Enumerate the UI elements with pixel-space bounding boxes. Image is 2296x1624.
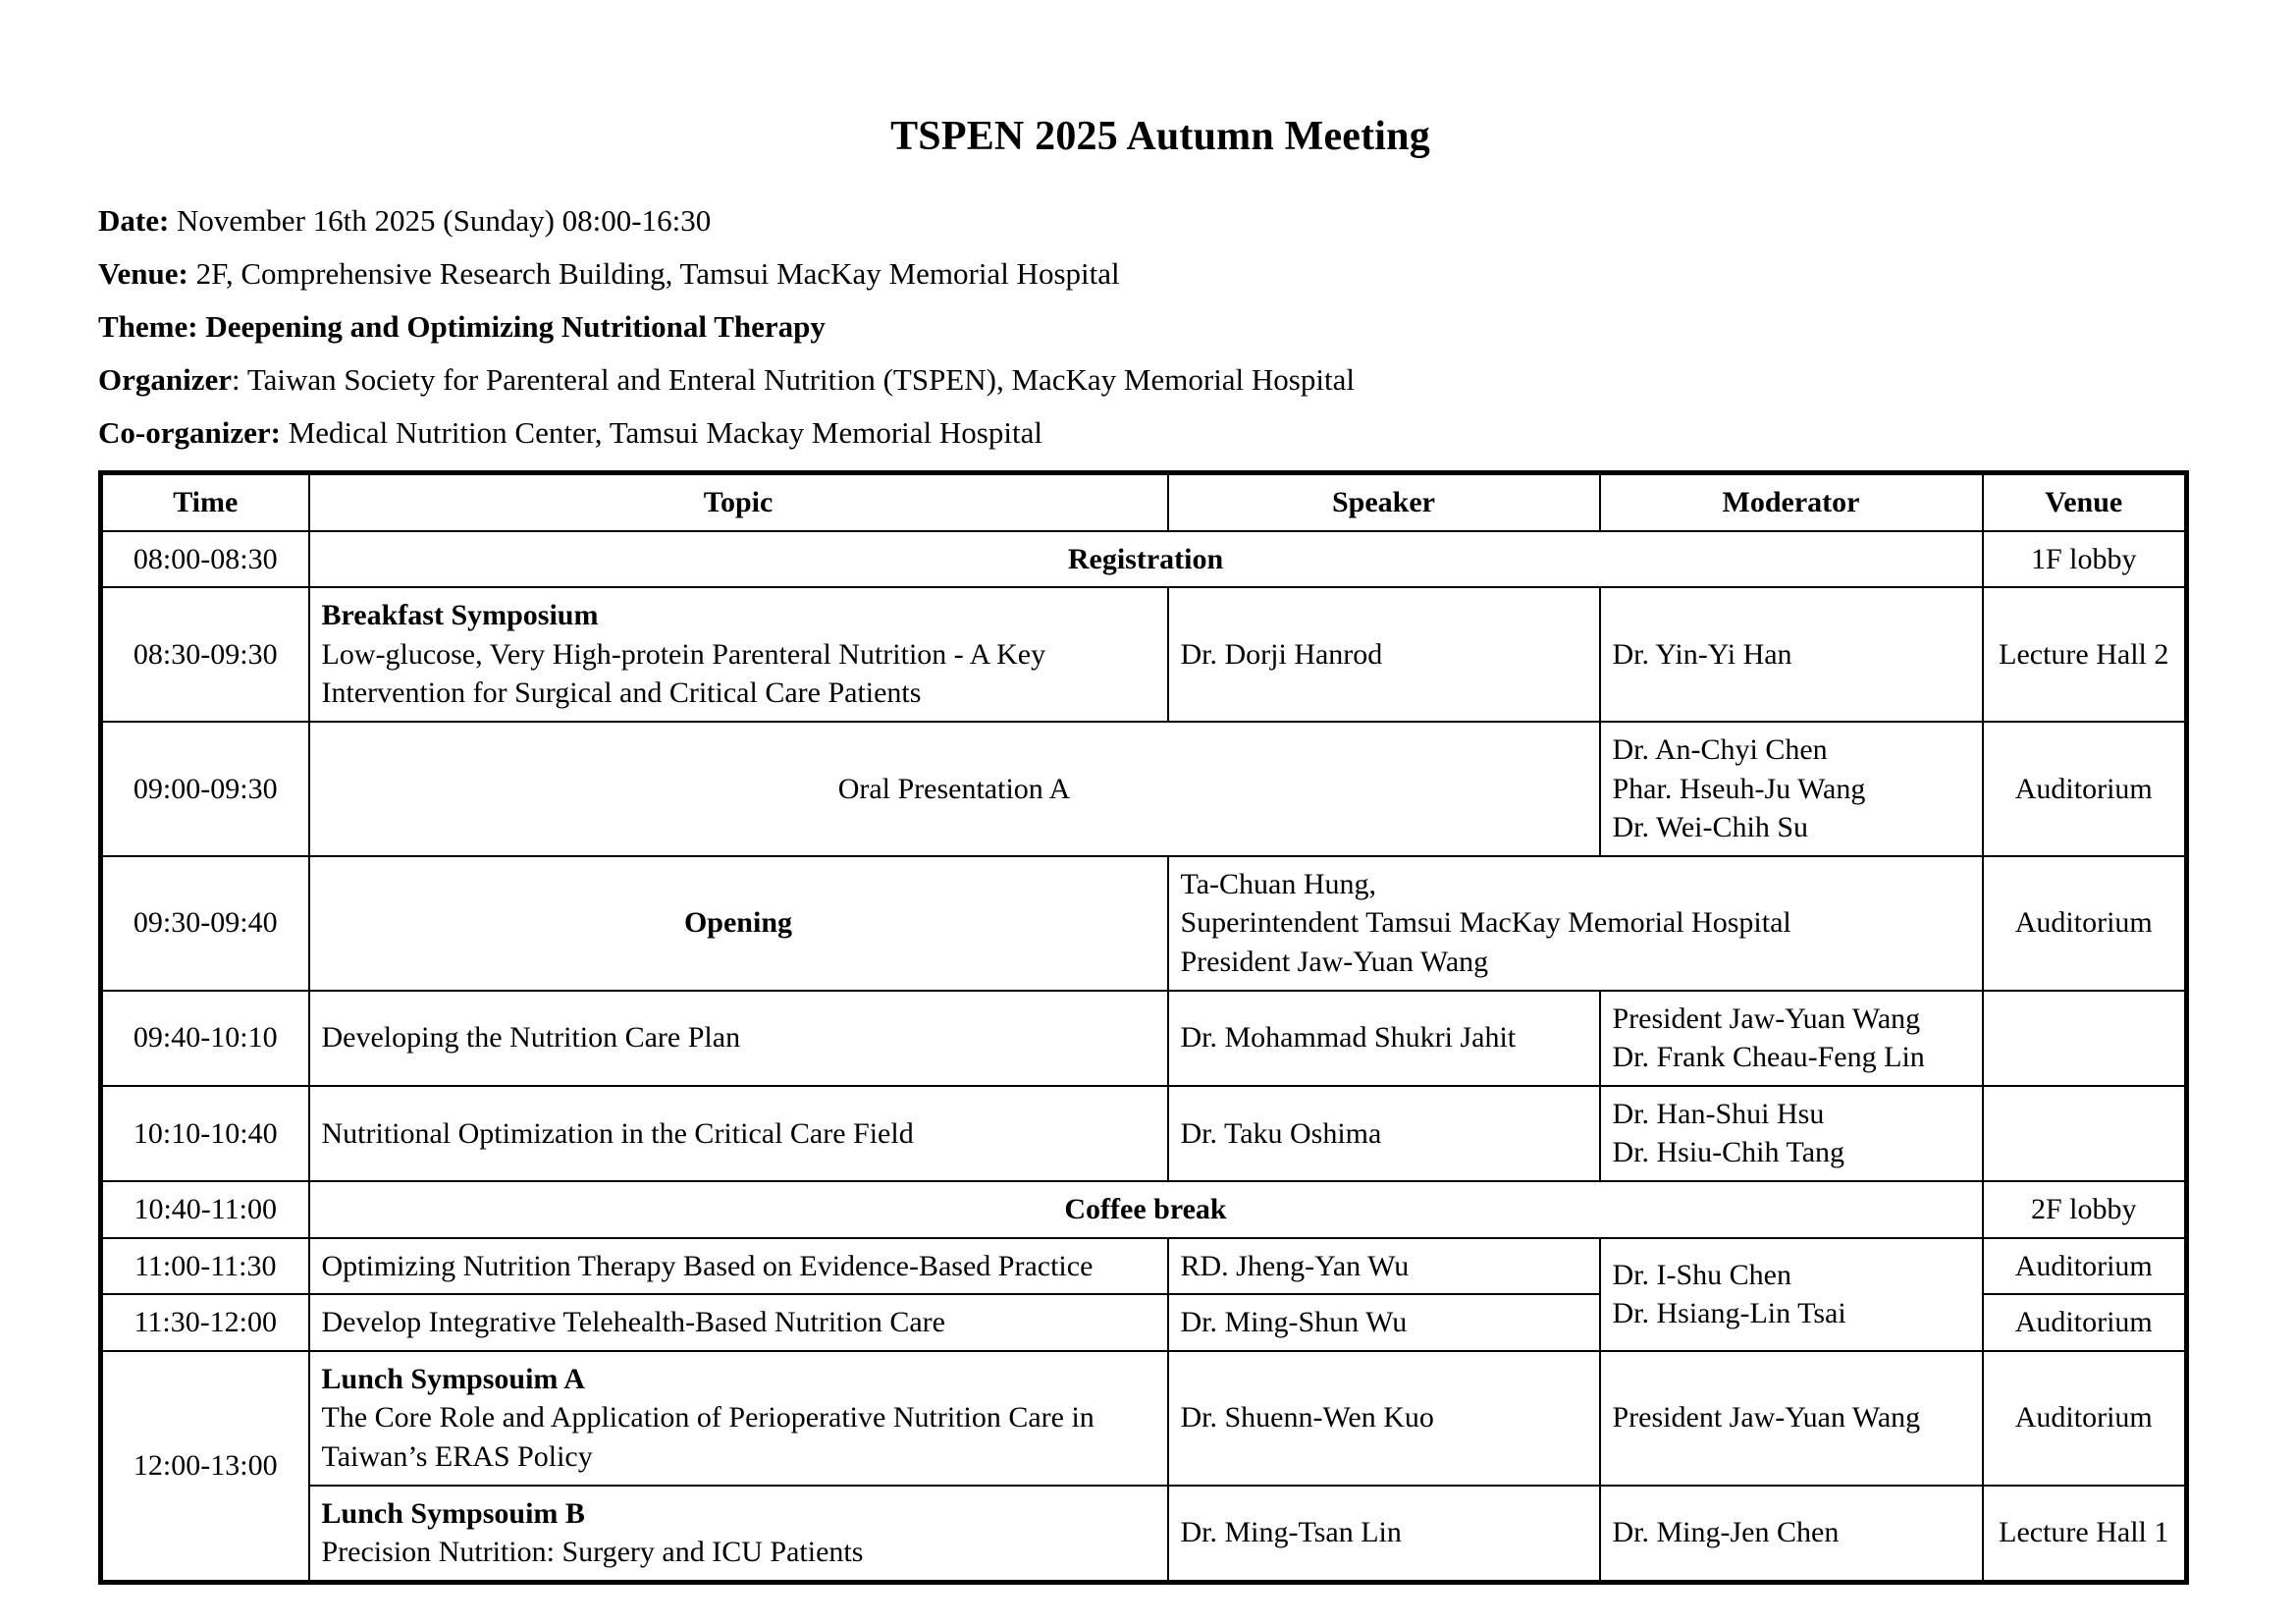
column-header-speaker: Speaker <box>1168 473 1600 531</box>
meta-date-label: Date: <box>98 203 170 238</box>
topic-subtitle: The Core Role and Application of Perioperative Nutrition Care in Taiwan’s ERAS Policy <box>321 1401 1095 1473</box>
moderator-line-1: Dr. Han-Shui Hsu <box>1612 1097 1825 1130</box>
cell-venue <box>1983 991 2187 1086</box>
cell-time: 12:00-13:00 <box>101 1351 309 1582</box>
meta-organizer-value: : Taiwan Society for Parenteral and Enteral Nutrition (TSPEN), MacKay Memorial Hospital <box>232 362 1355 398</box>
topic-title: Lunch Sympsouim B <box>321 1496 585 1530</box>
cell-moderator <box>1600 1086 1983 1181</box>
moderator-line-2: Dr. Hsiang-Lin Tsai <box>1612 1297 1846 1330</box>
cell-topic: Oral Presentation A <box>309 722 1600 856</box>
cell-time: 09:00-09:30 <box>101 722 309 856</box>
cell-time: 10:40-11:00 <box>101 1181 309 1238</box>
moderator-line-2: Phar. Hseuh-Ju Wang <box>1612 772 1866 805</box>
speaker-line-3: President Jaw-Yuan Wang <box>1180 946 1489 979</box>
cell-venue: Auditorium <box>1983 1294 2187 1351</box>
cell-time: 11:00-11:30 <box>101 1238 309 1295</box>
column-header-time: Time <box>101 473 309 531</box>
cell-topic: Develop Integrative Telehealth-Based Nutrition Care <box>309 1294 1168 1351</box>
cell-speaker: Dr. Ming-Tsan Lin <box>1168 1486 1600 1583</box>
cell-topic: Optimizing Nutrition Therapy Based on Evidence-Based Practice <box>309 1238 1168 1295</box>
meta-theme-label: Theme: <box>98 309 198 345</box>
moderator-line-3: Dr. Wei-Chih Su <box>1612 811 1809 844</box>
column-header-topic: Topic <box>309 473 1168 531</box>
cell-venue: Auditorium <box>1983 1351 2187 1486</box>
table-row <box>101 1181 2187 1238</box>
speaker-line-1: Ta-Chuan Hung, <box>1180 867 1377 900</box>
table-row <box>101 531 2187 588</box>
moderator-line-1: Dr. I-Shu Chen <box>1612 1258 1791 1291</box>
meta-coorganizer-label: Co-organizer: <box>98 415 281 451</box>
cell-venue: Auditorium <box>1983 1238 2187 1295</box>
cell-time: 09:40-10:10 <box>101 991 309 1086</box>
cell-speaker <box>1168 856 1983 991</box>
meta-organizer <box>98 358 2222 402</box>
cell-band-registration: Registration <box>309 531 1983 588</box>
cell-topic <box>309 1486 1168 1583</box>
cell-speaker: Dr. Ming-Shun Wu <box>1168 1294 1600 1351</box>
meta-date <box>98 199 2222 243</box>
cell-time: 09:30-09:40 <box>101 856 309 991</box>
cell-venue <box>1983 1086 2187 1181</box>
cell-venue: Auditorium <box>1983 856 2187 991</box>
cell-topic: Opening <box>309 856 1168 991</box>
meta-venue <box>98 252 2222 296</box>
cell-time: 11:30-12:00 <box>101 1294 309 1351</box>
cell-time: 10:10-10:40 <box>101 1086 309 1181</box>
cell-band-coffee: Coffee break <box>309 1181 1983 1238</box>
page-title: TSPEN 2025 Autumn Meeting <box>890 114 1430 159</box>
cell-speaker: Dr. Shuenn-Wen Kuo <box>1168 1351 1600 1486</box>
topic-title: Breakfast Symposium <box>321 599 599 632</box>
cell-venue: 2F lobby <box>1983 1181 2187 1238</box>
moderator-line-2: Dr. Frank Cheau-Feng Lin <box>1612 1041 1925 1074</box>
table-row <box>101 1238 2187 1295</box>
table-header-row <box>101 473 2187 531</box>
meta-venue-label: Venue: <box>98 256 188 292</box>
cell-venue: 1F lobby <box>1983 531 2187 588</box>
meta-theme-value: Deepening and Optimizing Nutritional Therapy <box>197 309 826 345</box>
column-header-moderator: Moderator <box>1600 473 1983 531</box>
cell-moderator <box>1600 722 1983 856</box>
meta-venue-value: 2F, Comprehensive Research Building, Tamsui MacKay Memorial Hospital <box>187 256 1120 292</box>
table-row <box>101 856 2187 991</box>
cell-speaker: RD. Jheng-Yan Wu <box>1168 1238 1600 1295</box>
meta-organizer-label: Organizer <box>98 362 233 398</box>
table-row <box>101 1486 2187 1583</box>
cell-moderator <box>1600 991 1983 1086</box>
cell-venue: Auditorium <box>1983 722 2187 856</box>
cell-moderator: Dr. Ming-Jen Chen <box>1600 1486 1983 1583</box>
meta-coorganizer-value: Medical Nutrition Center, Tamsui Mackay Memorial Hospital <box>280 415 1042 451</box>
cell-venue: Lecture Hall 2 <box>1983 587 2187 722</box>
meta-theme <box>98 305 2222 349</box>
cell-speaker: Dr. Taku Oshima <box>1168 1086 1600 1181</box>
cell-speaker: Dr. Mohammad Shukri Jahit <box>1168 991 1600 1086</box>
cell-moderator: Dr. Yin-Yi Han <box>1600 587 1983 722</box>
moderator-line-1: President Jaw-Yuan Wang <box>1612 1001 1921 1035</box>
cell-topic <box>309 1351 1168 1486</box>
table-row <box>101 1086 2187 1181</box>
topic-title: Lunch Sympsouim A <box>321 1362 585 1395</box>
table-row <box>101 991 2187 1086</box>
cell-topic: Developing the Nutrition Care Plan <box>309 991 1168 1086</box>
cell-topic <box>309 587 1168 722</box>
cell-speaker: Dr. Dorji Hanrod <box>1168 587 1600 722</box>
moderator-line-2: Dr. Hsiu-Chih Tang <box>1612 1136 1845 1169</box>
cell-topic: Nutritional Optimization in the Critical Care Field <box>309 1086 1168 1181</box>
meta-date-value: November 16th 2025 (Sunday) 08:00-16:30 <box>169 203 712 238</box>
moderator-line-1: Dr. An-Chyi Chen <box>1612 733 1828 767</box>
speaker-line-2: Superintendent Tamsui MacKay Memorial Hospital <box>1180 906 1791 940</box>
cell-moderator: President Jaw-Yuan Wang <box>1600 1351 1983 1486</box>
agenda-table <box>98 470 2189 1585</box>
cell-time: 08:00-08:30 <box>101 531 309 588</box>
cell-venue: Lecture Hall 1 <box>1983 1486 2187 1583</box>
meta-coorganizer <box>98 411 2222 455</box>
topic-subtitle: Low-glucose, Very High-protein Parenteral Nutrition - A Key Intervention for Surgical and Critical Care Patients <box>321 637 1046 710</box>
table-row <box>101 722 2187 856</box>
table-row <box>101 1351 2187 1486</box>
column-header-venue: Venue <box>1983 473 2187 531</box>
cell-moderator <box>1600 1238 1983 1351</box>
table-row <box>101 587 2187 722</box>
topic-subtitle: Precision Nutrition: Surgery and ICU Patients <box>321 1536 864 1569</box>
cell-time: 08:30-09:30 <box>101 587 309 722</box>
